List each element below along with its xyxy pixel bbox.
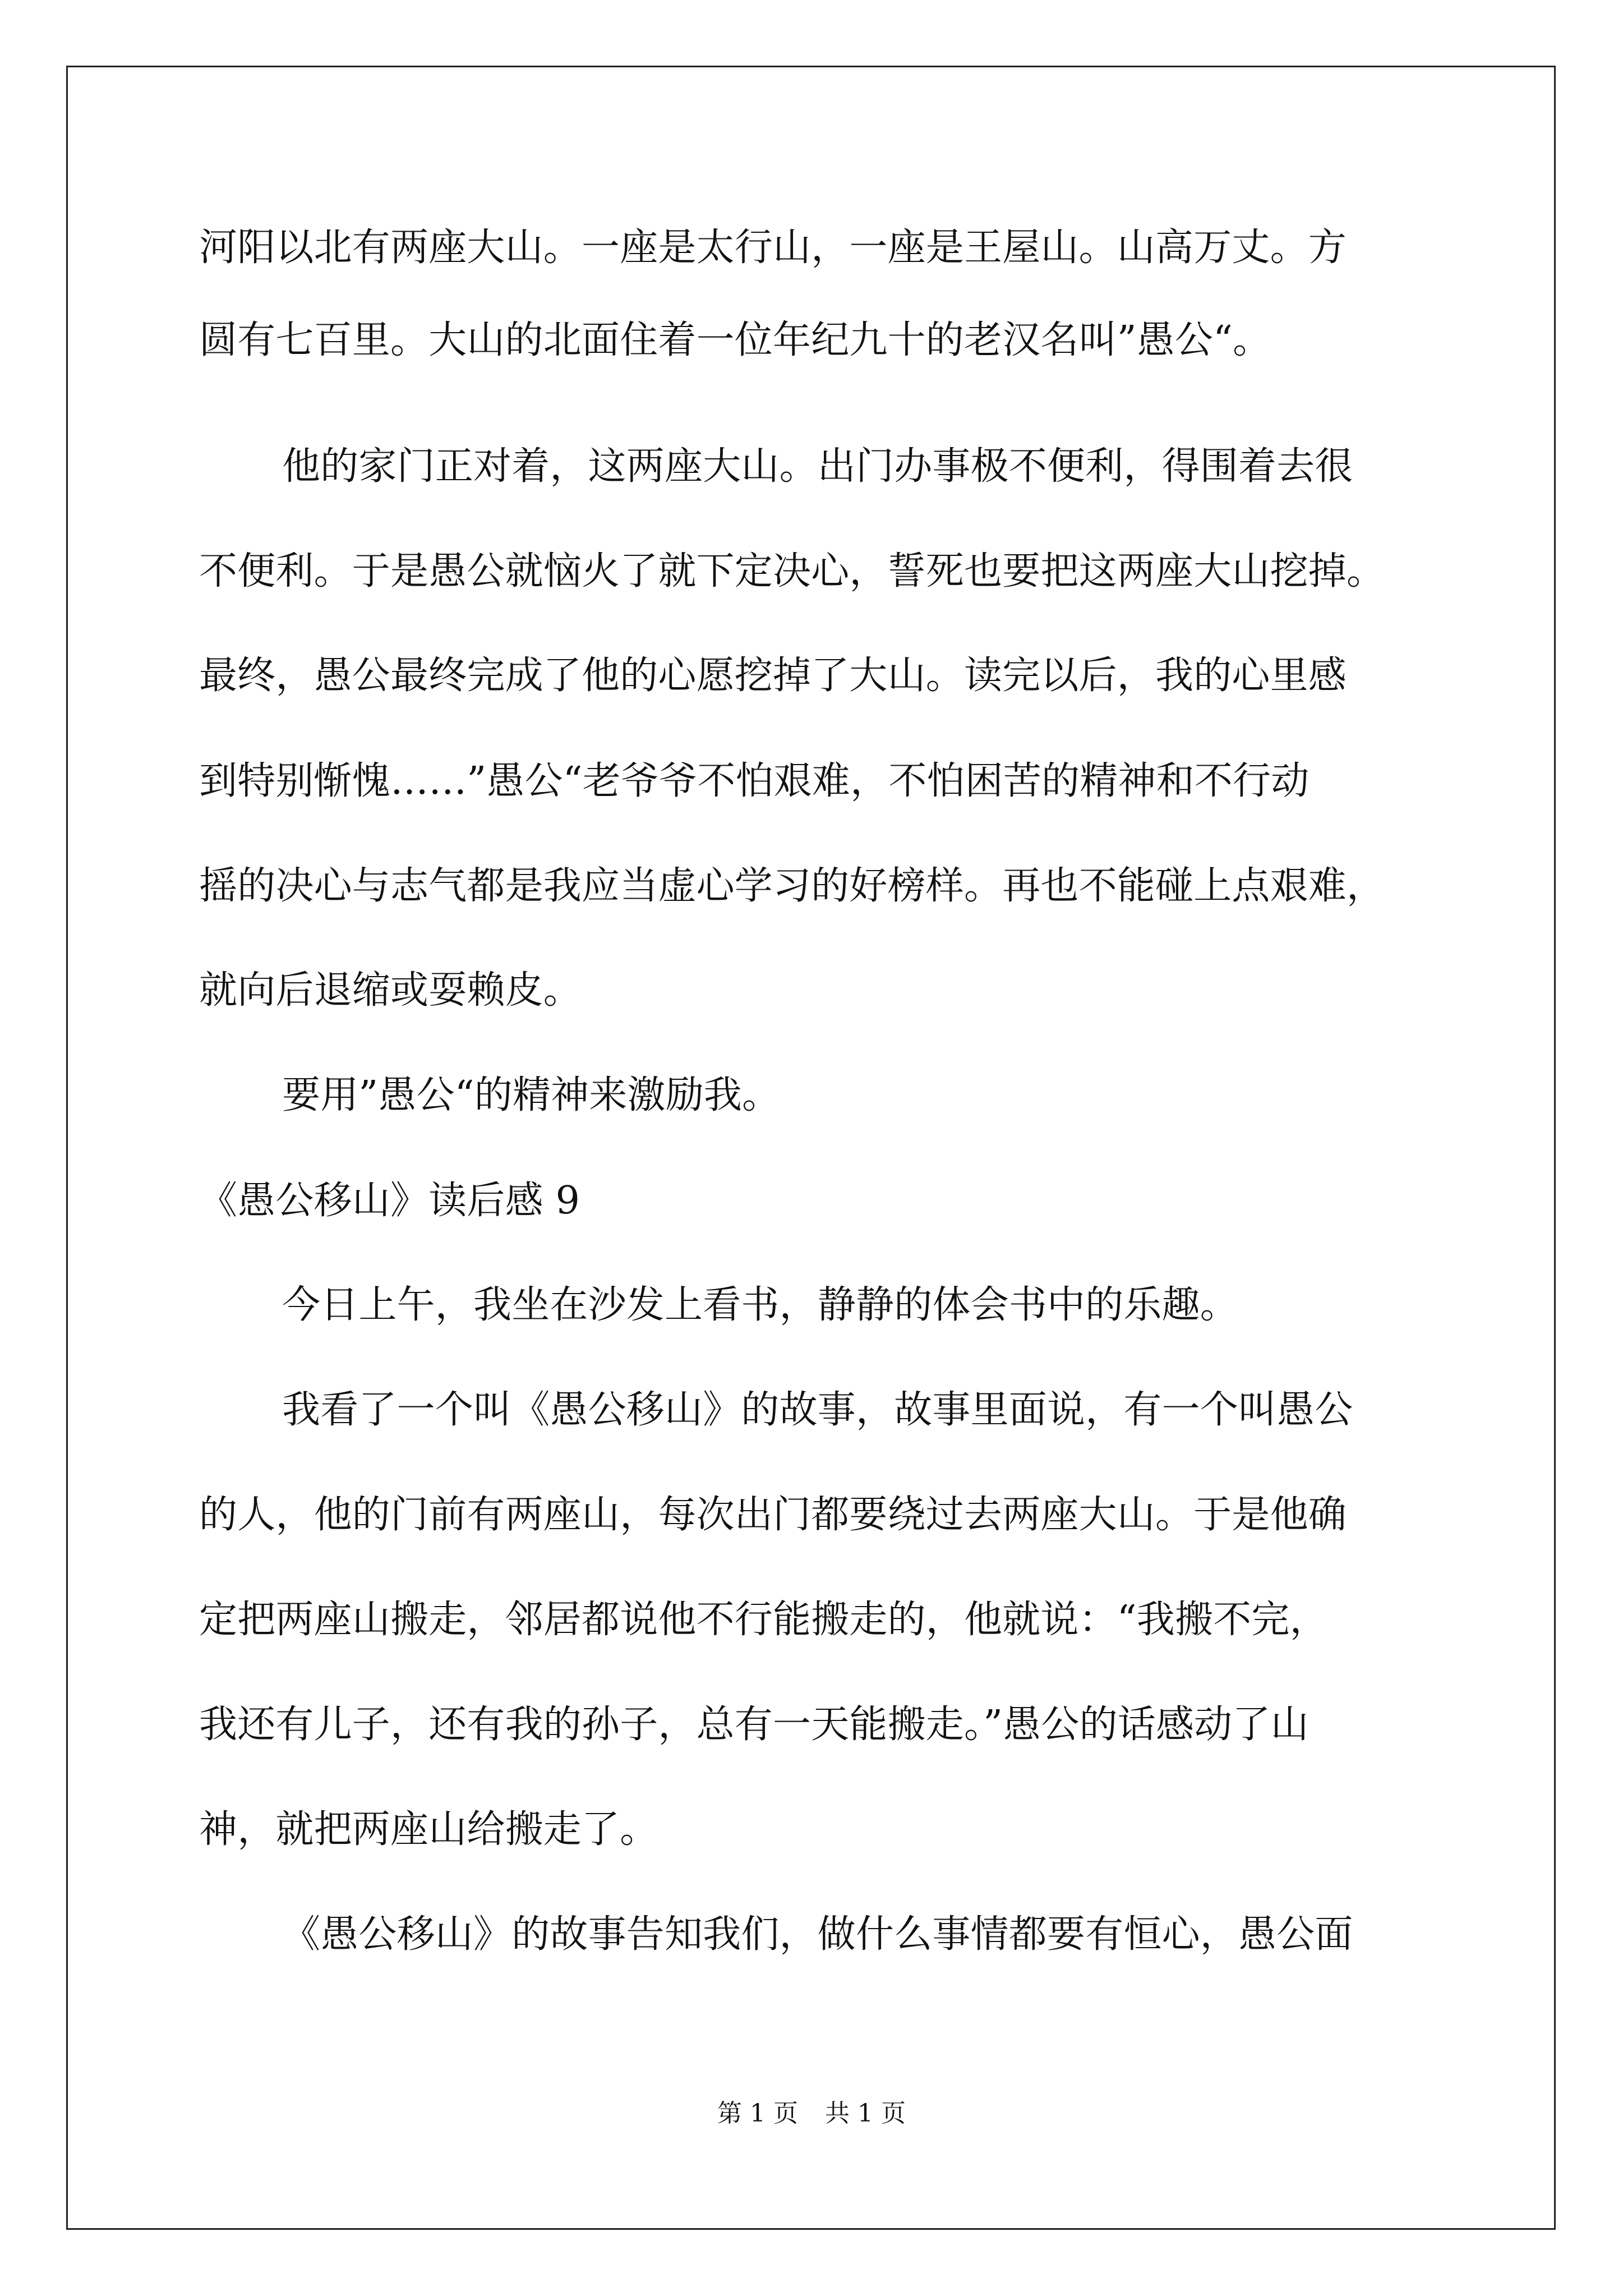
paragraph-line: 他的家门正对着，这两座大山。出门办事极不便利，得围着去很 — [282, 444, 1353, 489]
paragraph-line: 圆有七百里。大山的北面住着一位年纪九十的老汉名叫”愚公“。 — [199, 318, 1271, 362]
section-heading: 《愚公移山》读后感 9 — [199, 1179, 580, 1223]
paragraph-line: 定把两座山搬走，邻居都说他不行能搬走的，他就说：“我搬不完， — [199, 1598, 1328, 1642]
paragraph-line: 《愚公移山》的故事告知我们，做什么事情都要有恒心，愚公面 — [282, 1912, 1353, 1957]
paragraph-line: 我还有儿子，还有我的孙子，总有一天能搬走。”愚公的话感动了山 — [199, 1703, 1309, 1747]
paragraph-line: 要用”愚公“的精神来激励我。 — [282, 1073, 781, 1117]
paragraph-line: 就向后退缩或耍赖皮。 — [199, 968, 582, 1013]
paragraph-line: 的人，他的门前有两座山，每次出门都要绕过去两座大山。于是他确 — [199, 1493, 1347, 1537]
paragraph-line: 我看了一个叫《愚公移山》的故事，故事里面说，有一个叫愚公 — [282, 1388, 1353, 1432]
page-footer — [0, 2098, 1623, 2129]
paragraph-line: 摇的决心与志气都是我应当虚心学习的好榜样。再也不能碰上点艰难， — [199, 864, 1385, 908]
page-border — [66, 66, 1556, 2230]
paragraph-line: 到特别惭愧……”愚公“老爷爷不怕艰难，不怕困苦的精神和不行动 — [199, 759, 1310, 803]
paragraph-line: 最终，愚公最终完成了他的心愿挖掉了大山。读完以后，我的心里感 — [199, 654, 1347, 698]
paragraph-line: 不便利。于是愚公就恼火了就下定决心，誓死也要把这两座大山挖掉。 — [199, 549, 1385, 593]
paragraph-line: 河阳以北有两座大山。一座是太行山，一座是王屋山。山高万丈。方 — [199, 226, 1347, 270]
paragraph-line: 今日上午，我坐在沙发上看书，静静的体会书中的乐趣。 — [282, 1283, 1239, 1327]
page-number: 第 1 页 — [717, 2099, 798, 2128]
paragraph-line: 神，就把两座山给搬走了。 — [199, 1807, 658, 1852]
page-total: 共 1 页 — [825, 2099, 906, 2128]
